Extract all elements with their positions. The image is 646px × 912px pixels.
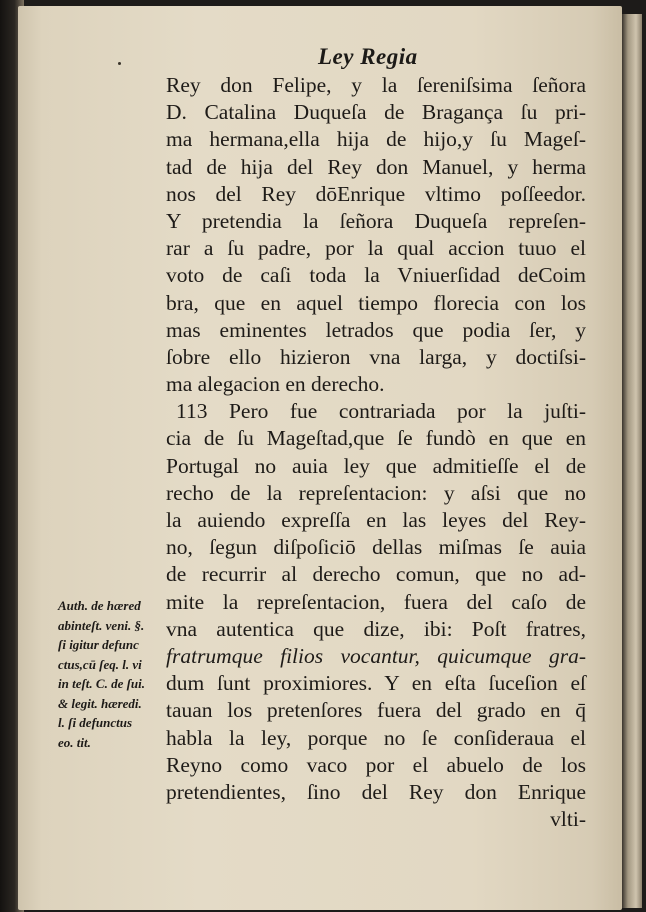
ink-speck [118, 62, 121, 65]
text-line: habla la ley, porque no ſe conſideraua el [166, 725, 586, 750]
body-text [166, 72, 586, 833]
margin-note-line: & legit. hæredi. [58, 695, 142, 711]
margin-note-line: ctus,cū ſeq. l. vi [58, 656, 142, 672]
text-line: fratrumque filios vocantur, quicumque gra- [166, 643, 586, 668]
text-line: pretendientes, ſino del Rey don Enrique [166, 779, 586, 804]
text-line: recho de la repreſentacion: y aſsi que no [166, 480, 586, 505]
text-line: Y pretendia la ſeñora Duqueſa repreſen- [166, 208, 586, 233]
text-line: mite la repreſentacion, fuera del caſo de [166, 589, 586, 614]
text-line: ma alegacion en derecho. [166, 372, 385, 397]
text-line: Reyno como vaco por el abuelo de los [166, 752, 586, 777]
margin-note-line: l. ſi defunctus [58, 715, 133, 730]
text-line: bra, que en aquel tiempo florecia con los [166, 290, 586, 315]
text-line: 113 Pero fue contrariada por la juſti- [176, 399, 586, 424]
text-line: ma hermana,ella hija de hijo,y ſu Mageſ- [166, 127, 586, 152]
running-head: Ley Regia [318, 44, 418, 69]
margin-note-line: ſi igitur defunc [58, 637, 139, 652]
text-line: tauan los pretenſores fuera del grado en q̄ [166, 698, 586, 723]
text-line: cia de ſu Mageſtad,que ſe fundò en que en [166, 426, 586, 451]
text-line: voto de caſi toda la Vniuerſidad deCoim [166, 263, 586, 288]
adjacent-page-edge [622, 14, 642, 908]
margin-note-line: eo. tit. [58, 734, 91, 750]
text-line: de recurrir al derecho comun, que no ad- [166, 562, 586, 587]
text-line: Rey don Felipe, y la ſereniſsima ſeñora [166, 73, 586, 97]
margin-note-line: in teſt. C. de ſui. [58, 676, 146, 691]
margin-note-line: abinteſt. veni. §. [58, 617, 145, 633]
text-line: dum ſunt proximiores. Y en eſta ſuceſion eſ [166, 671, 586, 696]
text-line: mas eminentes letrados que podia ſer, y [166, 317, 586, 342]
text-line: vna autentica que dize, ibi: Poſt fratres, [166, 616, 586, 641]
catchword: vlti- [550, 807, 586, 832]
marginal-citation [58, 596, 170, 752]
margin-note-line: Auth. de hæred [58, 598, 141, 613]
text-line: la auiendo expreſſa en las leyes del Rey- [166, 508, 586, 532]
text-line: nos del Rey dōEnrique vltimo poſſeedor. [166, 181, 586, 206]
text-line: Portugal no auia ley que admitieſſe el de [166, 453, 586, 478]
text-line: rar a ſu padre, por la qual accion tuuo el [166, 236, 586, 261]
text-line: tad de hija del Rey don Manuel, y herma [166, 154, 586, 179]
text-line: ſobre ello hizieron vna larga, y doctiſsi- [166, 344, 586, 369]
text-line: no, ſegun diſpoſiciō dellas miſmas ſe auia [166, 535, 586, 560]
text-line: D. Catalina Duqueſa de Bragança ſu pri- [166, 100, 586, 125]
